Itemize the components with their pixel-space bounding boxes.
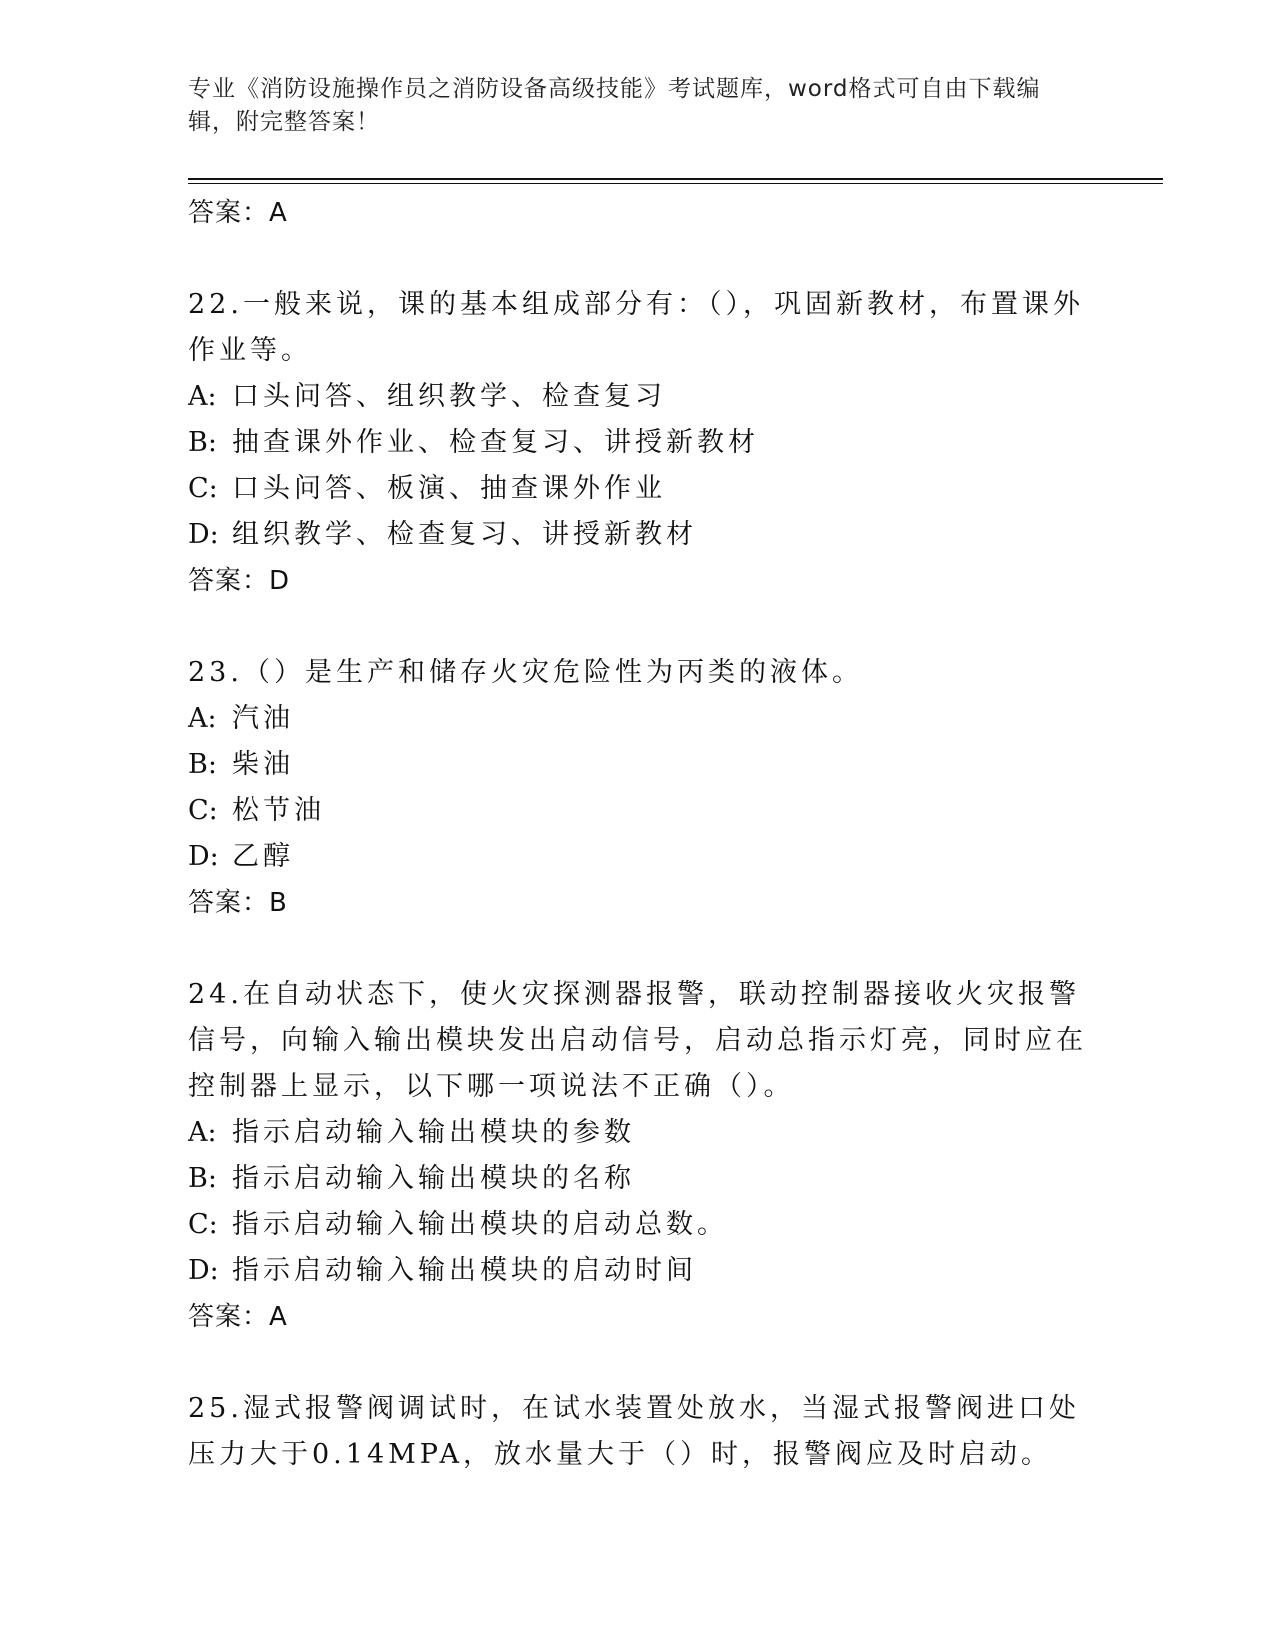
option-key: C: xyxy=(188,473,218,504)
spacer xyxy=(188,926,1088,972)
option-key: A: xyxy=(188,1117,217,1148)
answer-line: 答案：A xyxy=(188,1302,288,1332)
option-c xyxy=(188,1202,1088,1248)
option-key: B: xyxy=(188,1163,217,1194)
question-stem: 23.（）是生产和储存火灾危险性为丙类的液体。 xyxy=(188,657,863,688)
question-24 xyxy=(188,972,1088,1340)
option-c xyxy=(188,466,1088,512)
question-stem: 25.湿式报警阀调试时，在试水装置处放水，当湿式报警阀进口处压力大于0.14MPA，放水量大于（）时，报警阀应及时启动。 xyxy=(188,1393,1080,1470)
option-key: C: xyxy=(188,795,218,826)
answer-line: 答案：A xyxy=(188,198,288,228)
option-text: 柴油 xyxy=(232,749,294,780)
option-d xyxy=(188,834,1088,880)
option-c xyxy=(188,788,1088,834)
spacer xyxy=(188,236,1088,282)
option-text: 组织教学、检查复习、讲授新教材 xyxy=(232,519,697,550)
spacer xyxy=(188,604,1088,650)
question-23 xyxy=(188,650,1088,926)
option-key: D: xyxy=(188,519,219,550)
option-key: B: xyxy=(188,427,217,458)
option-text: 指示启动输入输出模块的启动总数。 xyxy=(232,1209,728,1240)
option-text: 抽查课外作业、检查复习、讲授新教材 xyxy=(232,427,759,458)
option-text: 指示启动输入输出模块的启动时间 xyxy=(232,1255,697,1286)
header-divider-thin xyxy=(188,183,1163,184)
answer-line: 答案：B xyxy=(188,888,288,918)
option-text: 口头问答、板演、抽查课外作业 xyxy=(232,473,666,504)
option-text: 松节油 xyxy=(232,795,325,826)
option-text: 口头问答、组织教学、检查复习 xyxy=(232,381,666,412)
option-a xyxy=(188,374,1088,420)
option-key: A: xyxy=(188,703,217,734)
page-header: 专业《消防设施操作员之消防设备高级技能》考试题库，word格式可自由下载编辑，附完整答案！ xyxy=(188,76,1041,135)
option-key: B: xyxy=(188,749,217,780)
option-a xyxy=(188,696,1088,742)
question-22 xyxy=(188,282,1088,604)
option-a xyxy=(188,1110,1088,1156)
question-stem: 22.一般来说，课的基本组成部分有：（），巩固新教材，布置课外作业等。 xyxy=(188,289,1084,366)
option-key: A: xyxy=(188,381,217,412)
option-text: 指示启动输入输出模块的名称 xyxy=(232,1163,635,1194)
question-stem: 24.在自动状态下，使火灾探测器报警，联动控制器接收火灾报警信号，向输入输出模块发出启动信号，启动总指示灯亮，同时应在控制器上显示，以下哪一项说法不正确（）。 xyxy=(188,979,1087,1102)
answer-line: 答案：D xyxy=(188,566,291,596)
option-b xyxy=(188,420,1088,466)
option-key: D: xyxy=(188,841,219,872)
option-b xyxy=(188,1156,1088,1202)
option-text: 汽油 xyxy=(232,703,294,734)
option-text: 指示启动输入输出模块的参数 xyxy=(232,1117,635,1148)
option-key: C: xyxy=(188,1209,218,1240)
option-d xyxy=(188,1248,1088,1294)
option-d xyxy=(188,512,1088,558)
option-key: D: xyxy=(188,1255,219,1286)
header-divider xyxy=(188,178,1163,180)
question-list xyxy=(188,190,1088,1478)
option-text: 乙醇 xyxy=(232,841,294,872)
option-b xyxy=(188,742,1088,788)
spacer xyxy=(188,1340,1088,1386)
question-25 xyxy=(188,1386,1088,1478)
